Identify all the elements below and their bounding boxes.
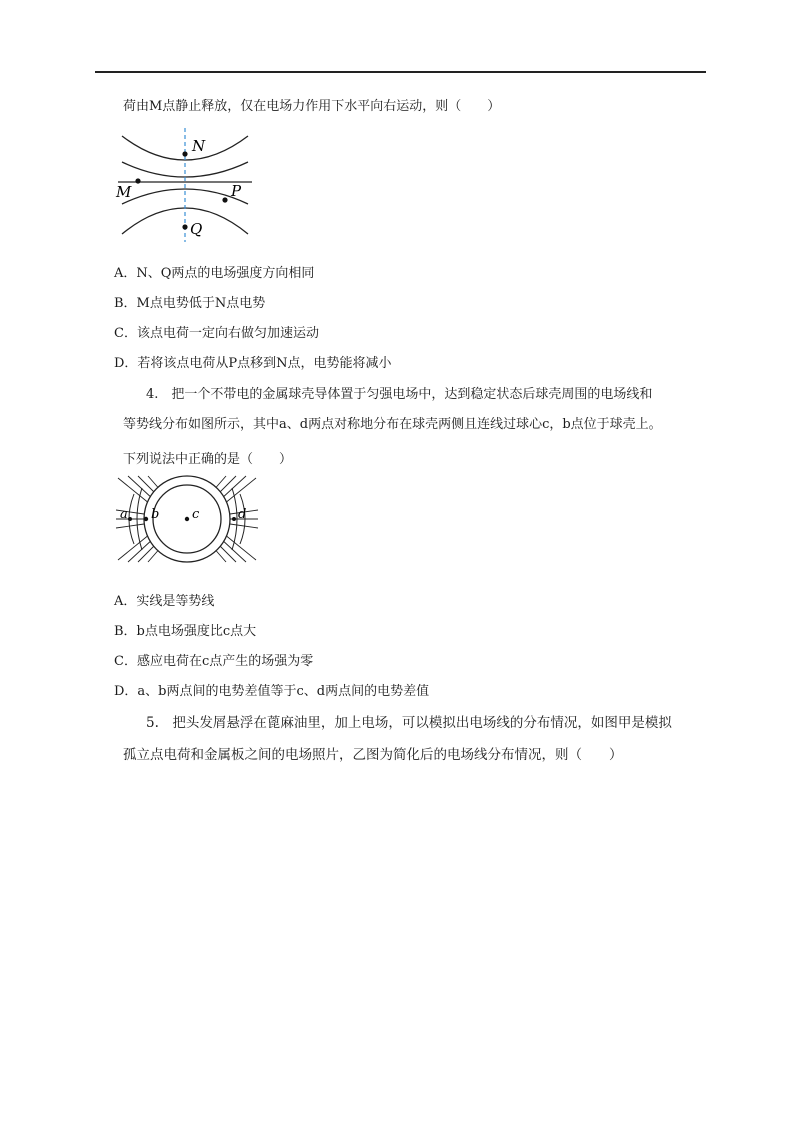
q4-option-d: D．a、b两点间的电势差值等于c、d两点间的电势差值 (114, 684, 430, 699)
q4-option-b: B．b点电场强度比c点大 (114, 624, 257, 639)
label-b: b (151, 507, 160, 522)
header-rule (95, 71, 706, 73)
q4-option-c: C．感应电荷在c点产生的场强为零 (114, 654, 314, 669)
label-m: M (116, 183, 132, 201)
point-q (182, 224, 187, 229)
point-c (185, 517, 189, 521)
q5-stem-line-2: 孤立点电荷和金属板之间的电场照片，乙图为简化后的电场线分布情况，则（ ） (123, 747, 623, 763)
point-p (222, 197, 227, 202)
label-q: Q (190, 220, 203, 238)
point-d (232, 517, 236, 521)
label-p: P (231, 182, 242, 200)
q3-field-figure (110, 124, 260, 248)
q3-option-c: C．该点电荷一定向右做匀加速运动 (114, 326, 319, 341)
q4-option-a: A．实线是等势线 (114, 594, 215, 609)
q4-stem-line-3: 下列说法中正确的是（ ） (123, 452, 293, 467)
point-b (144, 517, 148, 521)
q5-stem-line-1: 5. 把头发屑悬浮在蓖麻油里，加上电场，可以模拟出电场线的分布情况，如图甲是模拟 (146, 715, 672, 731)
q3-option-d: D．若将该点电荷从P点移到N点，电势能将减小 (114, 356, 392, 371)
point-a (128, 517, 132, 521)
label-a: a (120, 507, 128, 522)
q3-stem-text: 荷由M点静止释放，仅在电场力作用下水平向右运动，则（ ） (123, 99, 501, 114)
q3-option-a: A．N、Q两点的电场强度方向相同 (114, 266, 315, 281)
label-d: d (238, 507, 247, 522)
point-m (135, 178, 140, 183)
q4-shell-figure (112, 474, 262, 564)
q4-stem-line-2: 等势线分布如图所示，其中a、d两点对称地分布在球壳两侧且连线过球心c，b点位于球壳上。 (123, 417, 662, 432)
label-n: N (192, 137, 206, 155)
point-n (182, 151, 187, 156)
label-c: c (192, 507, 200, 522)
q3-option-b: B．M点电势低于N点电势 (114, 296, 266, 311)
q4-stem-line-1: 4. 把一个不带电的金属球壳导体置于匀强电场中，达到稳定状态后球壳周围的电场线和 (146, 387, 653, 402)
